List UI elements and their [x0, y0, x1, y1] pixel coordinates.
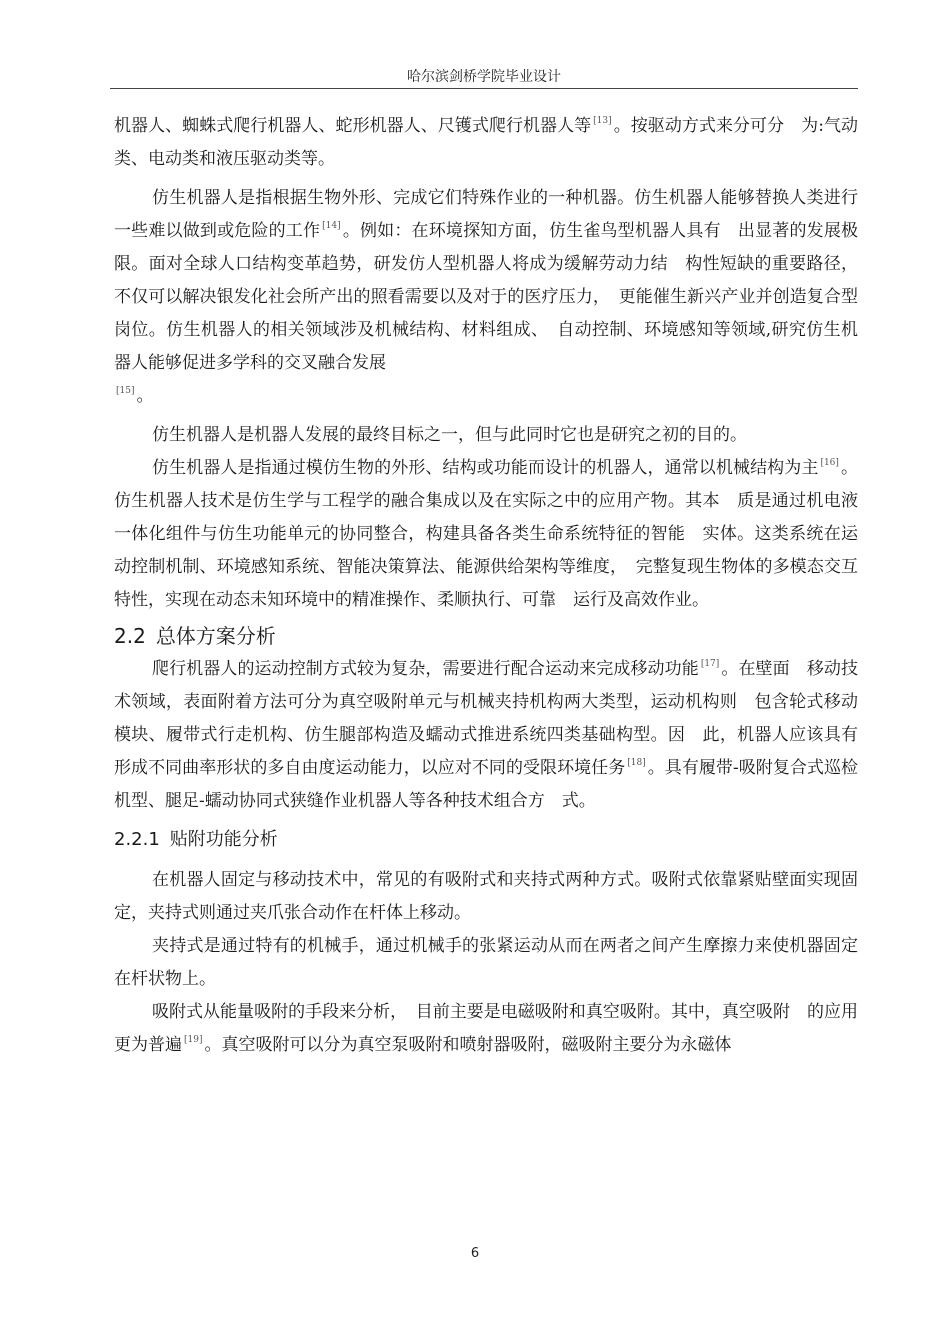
paragraph-text: 。例如：在环境探知方面，仿生雀鸟型机器人具有 出显著的发展极限。面对全球人口结构变革趋势，研发仿人型机器人将成为缓解劳动力结 构性短缺的重要路径，不仅可以解决银发化社会所产出的照看需要以及对于的医疗压力， 更能催生新兴产业并创造复合型岗位。仿生机器人的相关领域涉及机械结构、材料组成、 自动控制、环境感知等领域,研究仿生机器人能够促进多学科的交叉融合发展: [114, 221, 859, 373]
citation-19: [19]: [184, 1035, 203, 1045]
citation-18: [18]: [627, 758, 646, 768]
section-number: 2.2: [114, 624, 146, 648]
citation-16: [16]: [820, 458, 839, 468]
paragraph-6: 在机器人固定与移动技术中，常见的有吸附式和夹持式两种方式。吸附式依靠紧贴壁面实现固定，夹持式则通过夹爪张合动作在杆体上移动。: [114, 870, 858, 923]
citation-17: [17]: [700, 659, 720, 669]
paragraph-text: 。仿生机器人技术是仿生学与工程学的融合集成以及在实际之中的应用产物。其本 质是通过机电液一体化组件与仿生功能单元的协同整合，构建具备各类生命系统特征的智能 实体。这类系统在运动控制机制、环境感知系统、智能决策算法、能源供给架构等维度， 完整复现生物体的多模态交互特性，实现在动态未知环境中的精准操作、柔顺执行、可靠 运行及高效作业。: [114, 458, 859, 610]
paragraph-text: 仿生机器人是指根据生物外形、完成它们特殊作业的一种机器。仿生机器人能够替换人类进行一些难以做到或危险的工作: [114, 188, 858, 241]
citation-13: [13]: [593, 116, 612, 126]
section-number: 2.2.1: [114, 829, 160, 850]
paragraph-2: [114, 182, 858, 413]
paragraph-7: 夹持式是通过特有的机械手，通过机械手的张紧运动从而在两者之间产生摩擦力来使机器固定在杆状物上。: [114, 936, 858, 989]
paragraph-text: 。真空吸附可以分为真空泵吸附和喷射器吸附，磁吸附主要分为永磁体: [204, 1035, 732, 1055]
paragraph-text: 爬行机器人的运动控制方式较为复杂，需要进行配合运动来完成移动功能: [152, 659, 699, 679]
header-rule: [110, 88, 858, 89]
paragraph-5: [114, 653, 858, 818]
section-heading-2-2: [114, 619, 858, 653]
paragraph-text: 。按驱动方式来分可分 为:气动类、电动类和液压驱动类等。: [114, 116, 859, 169]
paragraph-text: 仿生机器人是指通过模仿生物的外形、结构或功能而设计的机器人，通常以机械结构为主: [152, 458, 819, 478]
paragraph-text: 。: [136, 386, 154, 406]
paragraph-3: 仿生机器人是机器人发展的最终目标之一，但与此同时它也是研究之初的目的。: [152, 425, 747, 445]
paragraph-8: [114, 996, 858, 1062]
citation-15: [15]: [116, 386, 135, 396]
page-content: [114, 110, 858, 1062]
section-heading-2-2-1: [114, 820, 858, 860]
paragraph-text: 。在壁面 移动技术领域，表面附着方法可分为真空吸附单元与机械夹持机构两大类型，运动机构则 包含轮式移动模块、履带式行走机构、仿生腿部构造及蠕动式推进系统四类基础构型。因 此，机器人应该具有形成不同曲率形状的多自由度运动能力，以应对不同的受限环境任务: [114, 659, 858, 778]
paragraph-text: 吸附式从能量吸附的手段来分析， 目前主要是电磁吸附和真空吸附。其中，真空吸附 的应用更为普遍: [114, 1002, 858, 1055]
citation-14: [14]: [322, 221, 341, 231]
paragraph-1: [114, 110, 858, 176]
section-title: 总体方案分析: [155, 624, 276, 648]
page-number: 6: [470, 1246, 480, 1261]
page-header: 哈尔滨剑桥学院毕业设计: [407, 69, 561, 85]
paragraph-4: [114, 452, 858, 617]
section-title: 贴附功能分析: [169, 829, 278, 850]
paragraph-text: 。具有履带-吸附复合式巡检机型、腿足-蠕动协同式狭缝作业机器人等各种技术组合方 式。: [114, 758, 858, 811]
paragraph-text: 机器人、蜘蛛式爬行机器人、蛇形机器人、尺镬式爬行机器人等: [114, 116, 592, 136]
